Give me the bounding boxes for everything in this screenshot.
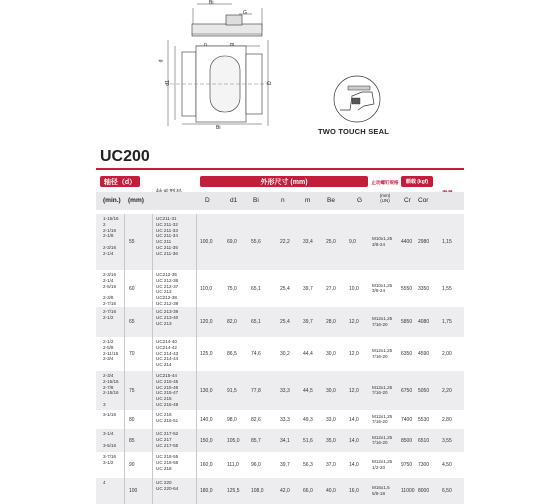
cell-Cr: 7400: [401, 416, 413, 423]
column-separator: [196, 371, 197, 410]
cell-Cr: 8500: [401, 437, 413, 444]
cell-Cr: 9750: [401, 462, 413, 468]
cell-Cr: 4400: [401, 239, 413, 245]
bearing-drawing: [0, 0, 560, 140]
cell-G: 12,0: [349, 319, 359, 325]
column-separator: [124, 337, 125, 371]
col-G-header: G: [357, 197, 363, 204]
min-header: (min.): [103, 197, 121, 204]
dim-g: G: [243, 10, 247, 16]
col-Bi-header: Bi: [253, 197, 259, 204]
cell-Cor: 4590: [418, 351, 430, 357]
cell-D: 100,0: [200, 239, 213, 245]
cell-D: 150,0: [200, 437, 213, 444]
cell-m: 33,4: [303, 239, 313, 245]
table-row: [96, 452, 464, 478]
cell-w: 3,55: [442, 437, 452, 444]
dim-n: n: [204, 42, 207, 48]
bearing-section-svg: [0, 0, 560, 140]
column-separator: [124, 429, 125, 452]
cell-w: 2,80: [442, 416, 452, 423]
cell-Be: 30,0: [326, 351, 336, 357]
table-row: [96, 307, 464, 337]
col-Cr-header: Cr: [404, 197, 411, 204]
col-D-header: D: [205, 197, 210, 204]
cell-Bi: 77,8: [251, 387, 261, 394]
column-separator: [196, 214, 197, 270]
cell-Bi: 74,6: [251, 351, 261, 357]
cell-Cor: 5050: [418, 387, 430, 394]
cell-Be: 35,0: [326, 437, 336, 444]
column-separator: [196, 337, 197, 371]
cell-Cr: 6750: [401, 387, 413, 394]
cell-w: 1,55: [442, 285, 452, 292]
inch-size-cell: 2-3/4 2-15/16 2-7/8 2-15/16 3: [103, 373, 119, 407]
cell-n: 25,4: [280, 319, 290, 325]
cell-d1: 91,5: [227, 387, 237, 394]
title-underline: [96, 168, 464, 170]
cell-Cor: 2980: [418, 239, 430, 245]
column-separator: [152, 452, 153, 478]
mm-size-cell: 65: [129, 319, 135, 325]
mm-header: (mm): [128, 197, 144, 204]
cell-w: 2,20: [442, 387, 452, 394]
cell-D: 130,0: [200, 387, 213, 394]
column-separator: [124, 307, 125, 337]
col-m-header: m: [305, 197, 311, 204]
mm-size-cell: 55: [129, 239, 135, 245]
dims-header: 外形尺寸 (mm): [200, 176, 368, 187]
inch-size-cell: 4: [103, 480, 106, 485]
cell-w: 4,50: [442, 462, 452, 468]
cell-w: 6,50: [442, 488, 452, 494]
cell-G: 9,0: [349, 239, 356, 245]
table-row: [96, 270, 464, 307]
cell-w: 1,15: [442, 239, 452, 245]
cell-Be: 28,0: [326, 319, 336, 325]
column-separator: [152, 337, 153, 371]
cell-Bi: 85,7: [251, 437, 261, 444]
cell-d1: 98,0: [227, 416, 237, 423]
column-separator: [124, 410, 125, 429]
cell-m: 56,3: [303, 462, 313, 468]
cell-m: 39,7: [303, 285, 313, 292]
cell-d1: 86,5: [227, 351, 237, 357]
column-separator: [196, 410, 197, 429]
mm-size-cell: 90: [129, 462, 135, 468]
cell-D: 120,0: [200, 319, 213, 325]
cell-Be: 37,0: [326, 462, 336, 468]
cell-G: 14,0: [349, 416, 359, 423]
inch-size-cell: 3-1/4 3-5/16: [103, 431, 117, 448]
screw-cell: M10x1,25 3/8-24: [372, 236, 393, 247]
inch-size-cell: 2-7/16 2-1/2: [103, 309, 117, 320]
cell-n: 34,1: [280, 437, 290, 444]
column-separator: [124, 478, 125, 504]
cell-n: 22,2: [280, 239, 290, 245]
column-separator: [152, 478, 153, 504]
col-d1-header: d1: [230, 197, 238, 204]
bearing-model-cell: UC 217-52 UC 217 UC 217-55: [156, 431, 179, 448]
column-separator: [152, 270, 153, 307]
dim-bi-top: Bi: [209, 0, 214, 6]
mm-size-cell: 60: [129, 285, 135, 292]
cell-D: 125,0: [200, 351, 213, 357]
cell-d1: 75,0: [227, 285, 237, 292]
column-separator: [196, 452, 197, 478]
cell-Bi: 96,0: [251, 462, 261, 468]
mm-size-cell: 85: [129, 437, 135, 444]
column-separator: [152, 410, 153, 429]
cell-G: 12,0: [349, 387, 359, 394]
screw-cell: M12x1,25 7/16-20: [372, 384, 393, 396]
col-n-header: n: [281, 197, 285, 204]
table-row: [96, 478, 464, 504]
cell-n: 42,0: [280, 488, 290, 494]
cell-G: 14,0: [349, 437, 359, 444]
screw-cell: M12x1,25 7/16-20: [372, 434, 393, 446]
cell-G: 10,0: [349, 285, 359, 292]
cell-d1: 82,0: [227, 319, 237, 325]
screw-cell: M10x1,25 3/8-24: [372, 282, 393, 294]
bearing-model-cell: UC 220 UC 220-64: [156, 480, 179, 491]
dim-d: d: [158, 59, 165, 63]
cell-n: 30,2: [280, 351, 290, 357]
cell-Cor: 3350: [418, 285, 430, 292]
bearing-model-cell: UC211-31 UC 211-32 UC 211-33 UC 211-34 UC 211 UC 211-35 UC 211-36: [156, 216, 178, 256]
bearing-model-cell: UC212-35 UC 212-36 UC 212-37 UC 212 UC212-38 UC 212-39: [156, 272, 179, 306]
cell-n: 33,3: [280, 387, 290, 394]
screw-sub-header: (mm) (UN): [379, 193, 391, 203]
bearing-model-cell: UC 216 UC 216-51: [156, 412, 179, 423]
screw-cell: M12x1,25 7/16-20: [372, 413, 393, 425]
cell-Cor: 8000: [418, 488, 430, 494]
cell-w: 1,75: [442, 319, 452, 325]
inch-size-cell: 1-15/16 2 2-1/16 2-1/8 2-3/16 2-1/4: [103, 216, 119, 256]
screw-cell: M16x1,5 5/8-18: [372, 485, 390, 496]
cell-m: 39,7: [303, 319, 313, 325]
cell-m: 51,6: [303, 437, 313, 444]
col-Cor-header: Cor: [418, 197, 429, 204]
cell-n: 25,4: [280, 285, 290, 292]
col-Be-header: Be: [327, 197, 335, 204]
cell-Cor: 5530: [418, 416, 430, 423]
mm-size-cell: 75: [129, 387, 135, 394]
column-separator: [124, 270, 125, 307]
column-separator: [152, 307, 153, 337]
cell-Cr: 5850: [401, 319, 413, 325]
mm-size-cell: 100: [129, 488, 138, 494]
column-separator: [152, 429, 153, 452]
cell-Bi: 82,6: [251, 416, 261, 423]
table-row: [96, 214, 464, 270]
cell-Cor: 7300: [418, 462, 430, 468]
column-separator: [124, 371, 125, 410]
cell-Bi: 65,1: [251, 285, 261, 292]
column-separator: [196, 478, 197, 504]
bearing-model-cell: UC214-40 UC214-42 UC 214-43 UC 214-44 UC 214: [156, 339, 179, 368]
cell-n: 39,7: [280, 462, 290, 468]
table-row: [96, 337, 464, 371]
cell-Be: 30,0: [326, 387, 336, 394]
bearing-model-cell: UC215-44 UC 215-45 UC 215-46 UC 215-47 UC 215 UC 215-48: [156, 373, 179, 407]
cell-m: 66,0: [303, 488, 313, 494]
dim-m: m: [230, 42, 235, 48]
column-separator: [124, 214, 125, 270]
cell-d1: 69,0: [227, 239, 237, 245]
cell-D: 110,0: [200, 285, 213, 292]
cell-G: 14,0: [349, 462, 359, 468]
cell-Bi: 55,6: [251, 239, 261, 245]
bearing-model-cell: UC 213-39 UC 213-40 UC 213: [156, 309, 179, 326]
cell-n: 33,3: [280, 416, 290, 423]
cell-Be: 25,0: [326, 239, 336, 245]
column-separator: [196, 270, 197, 307]
cell-D: 160,0: [200, 462, 213, 468]
rating-header: 额载 (kgf): [401, 176, 433, 187]
cell-Cor: 4080: [418, 319, 430, 325]
inch-size-cell: 2-1/2 2-5/8 2-11/16 2-3/4: [103, 339, 119, 362]
column-separator: [196, 307, 197, 337]
cell-G: 12,0: [349, 351, 359, 357]
cell-d1: 111,0: [227, 462, 239, 468]
series-title: UC200: [100, 148, 150, 165]
screw-cell: M12x1,25 1/2-20: [372, 459, 393, 470]
dim-D: D: [266, 81, 273, 85]
cell-Cor: 6510: [418, 437, 430, 444]
cell-m: 49,3: [303, 416, 313, 423]
column-separator: [152, 371, 153, 410]
column-separator: [124, 452, 125, 478]
dim-bi-bottom: Bi: [216, 125, 221, 131]
cell-G: 16,0: [349, 488, 359, 494]
cell-Be: 27,0: [326, 285, 336, 292]
screw-cell: M12x1,25 7/16-20: [372, 316, 393, 327]
inch-size-cell: 2-3/16 2-1/4 2-5/16 2-3/8 2-7/16: [103, 272, 117, 306]
cell-Be: 40,0: [326, 488, 336, 494]
cell-D: 180,0: [200, 488, 213, 494]
cell-Cr: 6350: [401, 351, 413, 357]
shaft-header: 轴径（d）: [100, 176, 140, 187]
cell-Be: 33,0: [326, 416, 336, 423]
dim-d1: d1: [164, 80, 171, 86]
screw-header: 止动螺钉规格: [371, 180, 399, 185]
table-row: [96, 410, 464, 429]
cell-m: 44,4: [303, 351, 313, 357]
seal-label: TWO TOUCH SEAL: [318, 127, 389, 136]
mm-size-cell: 70: [129, 351, 135, 357]
cell-Bi: 108,0: [251, 488, 264, 494]
cell-D: 140,0: [200, 416, 213, 423]
inch-size-cell: 3-7/16 3-1/2: [103, 454, 117, 465]
cell-d1: 105,0: [227, 437, 240, 444]
table-row: [96, 429, 464, 452]
cell-Cr: 11000: [401, 488, 415, 494]
mm-size-cell: 80: [129, 416, 135, 423]
cell-Bi: 65,1: [251, 319, 261, 325]
column-separator: [196, 429, 197, 452]
cell-Cr: 5550: [401, 285, 413, 292]
screw-cell: M12x1,25 7/16-20: [372, 348, 393, 359]
inch-size-cell: 3-1/16: [103, 412, 117, 417]
cell-d1: 125,5: [227, 488, 240, 494]
cell-m: 44,5: [303, 387, 313, 394]
column-separator: [152, 214, 153, 270]
cell-w: 2,00: [442, 351, 452, 357]
table-row: [96, 371, 464, 410]
bearing-model-cell: UC 218-55 UC 218-56 UC 218: [156, 454, 179, 471]
